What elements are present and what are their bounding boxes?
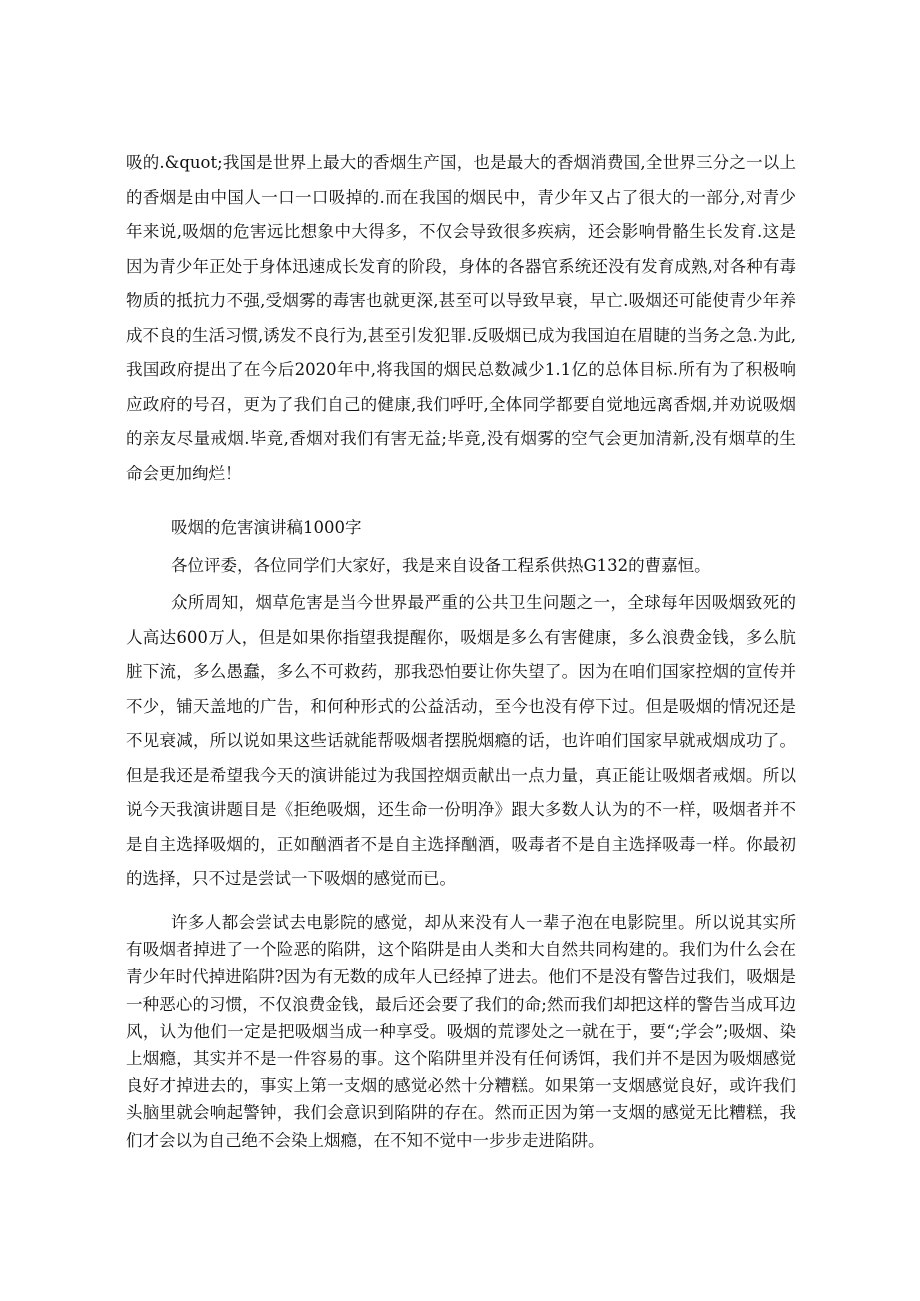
speech-title: 吸烟的危害演讲稿1000字 [171,518,362,537]
paragraph-intro-continuation: 吸的.&quot;我国是世界上最大的香烟生产国，也是最大的香烟消费国,全世界三分之一以上的香烟是由中国人一口一口吸掉的.而在我国的烟民中，青少年又占了很大的一部分,对青少年来说,吸烟的危害远比想象中大得多，不仅会导致很多疾病，还会影响骨骼生长发育.这是因为青少年正处于身体迅速成长发育的阶段，身体的各器官系统还没有发育成熟,对各种有毒物质的抵抗力不强,受烟雾的毒害也就更深,甚至可以导致早衰，早亡.吸烟还可能使青少年养成不良的生活习惯,诱发不良行为,甚至引发犯罪.反吸烟已成为我国迫在眉睫的当务之急.为此,我国政府提出了在今后2020年中,将我国的烟民总数减少1.1亿的总体目标.所有为了积极响应政府的号召，更为了我们自己的健康,我们呼吁,全体同学都要自觉地远离香烟,并劝说吸烟的亲友尽量戒烟.毕竟,香烟对我们有害无益;毕竟,没有烟雾的空气会更加清新,没有烟草的生命会更加绚烂！ [126,153,796,483]
paragraph-body-1: 众所周知，烟草危害是当今世界最严重的公共卫生问题之一，全球每年因吸烟致死的人高达600万人，但是如果你指望我提醒你，吸烟是多么有害健康，多么浪费金钱，多么肮脏下流，多么愚蠢，多么不可救药，那我恐怕要让你失望了。因为在咱们国家控烟的宣传并不少，铺天盖地的广告，和何种形式的公益活动，至今也没有停下过。但是吸烟的情况还是不见衰减，所以说如果这些话就能帮吸烟者摆脱烟瘾的话，也许咱们国家早就戒烟成功了。但是我还是希望我今天的演讲能过为我国控烟贡献出一点力量，真正能让吸烟者戒烟。所以说今天我演讲题目是《拒绝吸烟，还生命一份明净》跟大多数人认为的不一样，吸烟者并不是自主选择吸烟的，正如酗酒者不是自主选择酗酒，吸毒者不是自主选择吸毒一样。你最初的选择，只不过是尝试一下吸烟的感觉而已。 [126,593,796,888]
paragraph-greeting: 各位评委，各位同学们大家好，我是来自设备工程系供热G132的曹嘉恒。 [171,556,711,575]
paragraph-body-2: 许多人都会尝试去电影院的感觉，却从来没有人一辈子泡在电影院里。所以说其实所有吸烟者掉进了一个险恶的陷阱，这个陷阱是由人类和大自然共同构建的。我们为什么会在青少年时代掉进陷阱?因为有无数的成年人已经掉了进去。他们不是没有警告过我们，吸烟是一种恶心的习惯，不仅浪费金钱，最后还会要了我们的命;然而我们却把这样的警告当成耳边风，认为他们一定是把吸烟当成一种享受。吸烟的荒谬处之一就在于，要“;学会”;吸烟、染上烟瘾，其实并不是一件容易的事。这个陷阱里并没有任何诱饵，我们并不是因为吸烟感觉良好才掉进去的，事实上第一支烟的感觉必然十分糟糕。如果第一支烟感觉良好，或许我们头脑里就会响起警钟，我们会意识到陷阱的存在。然而正因为第一支烟的感觉无比糟糕，我们才会以为自己绝不会染上烟瘾，在不知不觉中一步步走进陷阱。 [126,913,796,1150]
